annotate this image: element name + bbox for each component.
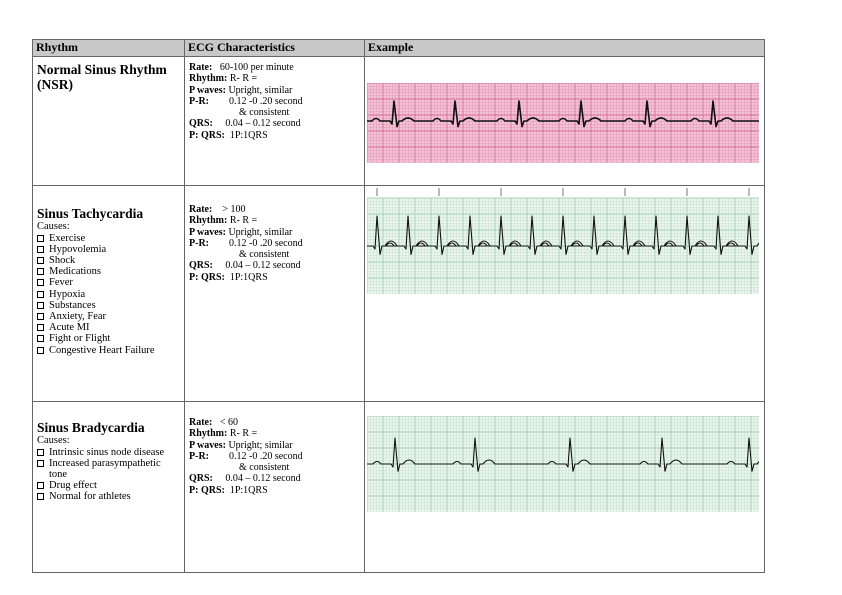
cause-item: Exercise — [36, 233, 181, 244]
characteristic-line — [189, 73, 360, 84]
header-ecg-characteristics: ECG Characteristics — [185, 40, 365, 57]
table-row — [33, 402, 765, 573]
characteristic-line — [189, 130, 360, 141]
characteristic-line — [189, 260, 360, 271]
characteristic-label: P: QRS: — [189, 484, 225, 496]
ecg-time-ticks — [377, 188, 749, 196]
cause-item: Medications — [36, 266, 181, 277]
characteristic-line — [189, 428, 360, 439]
rhythm-cell — [33, 402, 185, 573]
characteristic-label: QRS: — [189, 260, 213, 272]
characteristic-line — [189, 417, 360, 428]
cause-item: Fight or Flight — [36, 333, 181, 344]
header-rhythm: Rhythm — [33, 40, 185, 57]
characteristic-value: Upright, similar — [225, 84, 293, 96]
characteristic-value: 60-100 per minute — [212, 62, 294, 73]
cause-item: Intrinsic sinus node disease — [36, 447, 181, 458]
characteristic-label: P-R: — [189, 95, 209, 107]
characteristic-value: R- R = — [227, 428, 258, 440]
characteristic-label: P waves: — [189, 226, 226, 238]
characteristic-value: & consistent — [189, 249, 290, 261]
characteristic-value: 0.12 -0 .20 second — [209, 450, 303, 462]
characteristic-line — [189, 227, 360, 238]
causes-list — [33, 233, 184, 356]
characteristics-cell — [185, 57, 365, 186]
characteristic-line — [189, 96, 360, 107]
characteristic-line — [189, 451, 360, 462]
rhythm-cell — [33, 186, 185, 402]
cause-item: Anxiety, Fear — [36, 311, 181, 322]
example-cell — [365, 57, 765, 186]
causes-label: Causes: — [37, 435, 70, 446]
causes-list — [33, 447, 184, 503]
table-row — [33, 186, 765, 402]
cause-item: Increased parasympathetic tone — [36, 458, 181, 480]
characteristic-value: & consistent — [189, 462, 290, 474]
characteristic-label: P: QRS: — [189, 129, 225, 141]
characteristic-label: QRS: — [189, 473, 213, 485]
characteristic-value: < 60 — [212, 417, 238, 428]
example-cell — [365, 186, 765, 402]
table-row — [33, 57, 765, 186]
characteristic-label: Rhythm: — [189, 215, 228, 227]
characteristic-line — [189, 107, 360, 118]
cause-item: Substances — [36, 300, 181, 311]
characteristics-cell — [185, 402, 365, 573]
sinus-tachycardia-strip — [367, 188, 759, 296]
characteristic-line — [189, 249, 360, 260]
characteristic-value: 0.04 – 0.12 second — [212, 118, 301, 130]
causes-label: Causes: — [37, 221, 70, 232]
sinus-bradycardia-strip — [367, 416, 759, 514]
characteristic-value: 0.04 – 0.12 second — [212, 260, 301, 272]
cause-item: Acute MI — [36, 322, 181, 333]
ecg-grid-background — [367, 83, 759, 163]
characteristic-line — [189, 473, 360, 484]
characteristic-value: 1P:1QRS — [224, 129, 268, 141]
cause-item: Congestive Heart Failure — [36, 345, 181, 356]
rhythm-name: Sinus Tachycardia — [37, 206, 144, 221]
header-example: Example — [365, 40, 765, 57]
characteristic-label: P waves: — [189, 439, 226, 451]
characteristic-label: Rate: — [189, 204, 213, 215]
characteristic-value: 0.12 -0 .20 second — [209, 237, 303, 249]
characteristic-value: > 100 — [212, 204, 246, 215]
example-cell — [365, 402, 765, 573]
characteristic-line — [189, 62, 360, 73]
characteristic-value: 0.04 – 0.12 second — [212, 473, 301, 485]
characteristic-value: 1P:1QRS — [224, 484, 268, 496]
characteristic-line — [189, 215, 360, 226]
cause-item: Hypoxia — [36, 289, 181, 300]
characteristic-line — [189, 272, 360, 283]
characteristic-label: Rhythm: — [189, 73, 228, 85]
characteristic-value: Upright, similar — [225, 226, 293, 238]
characteristic-label: P-R: — [189, 450, 209, 462]
characteristic-line — [189, 238, 360, 249]
characteristic-label: Rate: — [189, 417, 213, 428]
characteristic-value: & consistent — [189, 107, 290, 119]
characteristic-label: Rhythm: — [189, 428, 228, 440]
rhythm-name: Normal Sinus Rhythm (NSR) — [37, 62, 167, 92]
characteristic-value: R- R = — [227, 215, 258, 227]
characteristic-line — [189, 440, 360, 451]
characteristic-value: Upright; similar — [225, 439, 293, 451]
characteristic-label: P: QRS: — [189, 271, 225, 283]
rhythm-cell — [33, 57, 185, 186]
characteristic-line — [189, 85, 360, 96]
characteristic-label: QRS: — [189, 118, 213, 130]
characteristic-value: 0.12 -0 .20 second — [209, 95, 303, 107]
cause-item: Drug effect — [36, 480, 181, 491]
characteristic-line — [189, 462, 360, 473]
ecg-rhythm-table — [32, 39, 765, 573]
characteristic-line — [189, 485, 360, 496]
cause-item: Shock — [36, 255, 181, 266]
characteristic-line — [189, 118, 360, 129]
cause-item: Fever — [36, 277, 181, 288]
cause-item: Hypovolemia — [36, 244, 181, 255]
rhythm-name: Sinus Bradycardia — [37, 420, 145, 435]
characteristic-value: 1P:1QRS — [224, 271, 268, 283]
characteristic-label: Rate: — [189, 62, 213, 73]
cause-item: Normal for athletes — [36, 491, 181, 502]
normal-sinus-rhythm-strip — [367, 83, 759, 163]
characteristic-label: P-R: — [189, 237, 209, 249]
characteristics-cell — [185, 186, 365, 402]
characteristic-value: R- R = — [227, 73, 258, 85]
characteristic-line — [189, 204, 360, 215]
characteristic-label: P waves: — [189, 84, 226, 96]
